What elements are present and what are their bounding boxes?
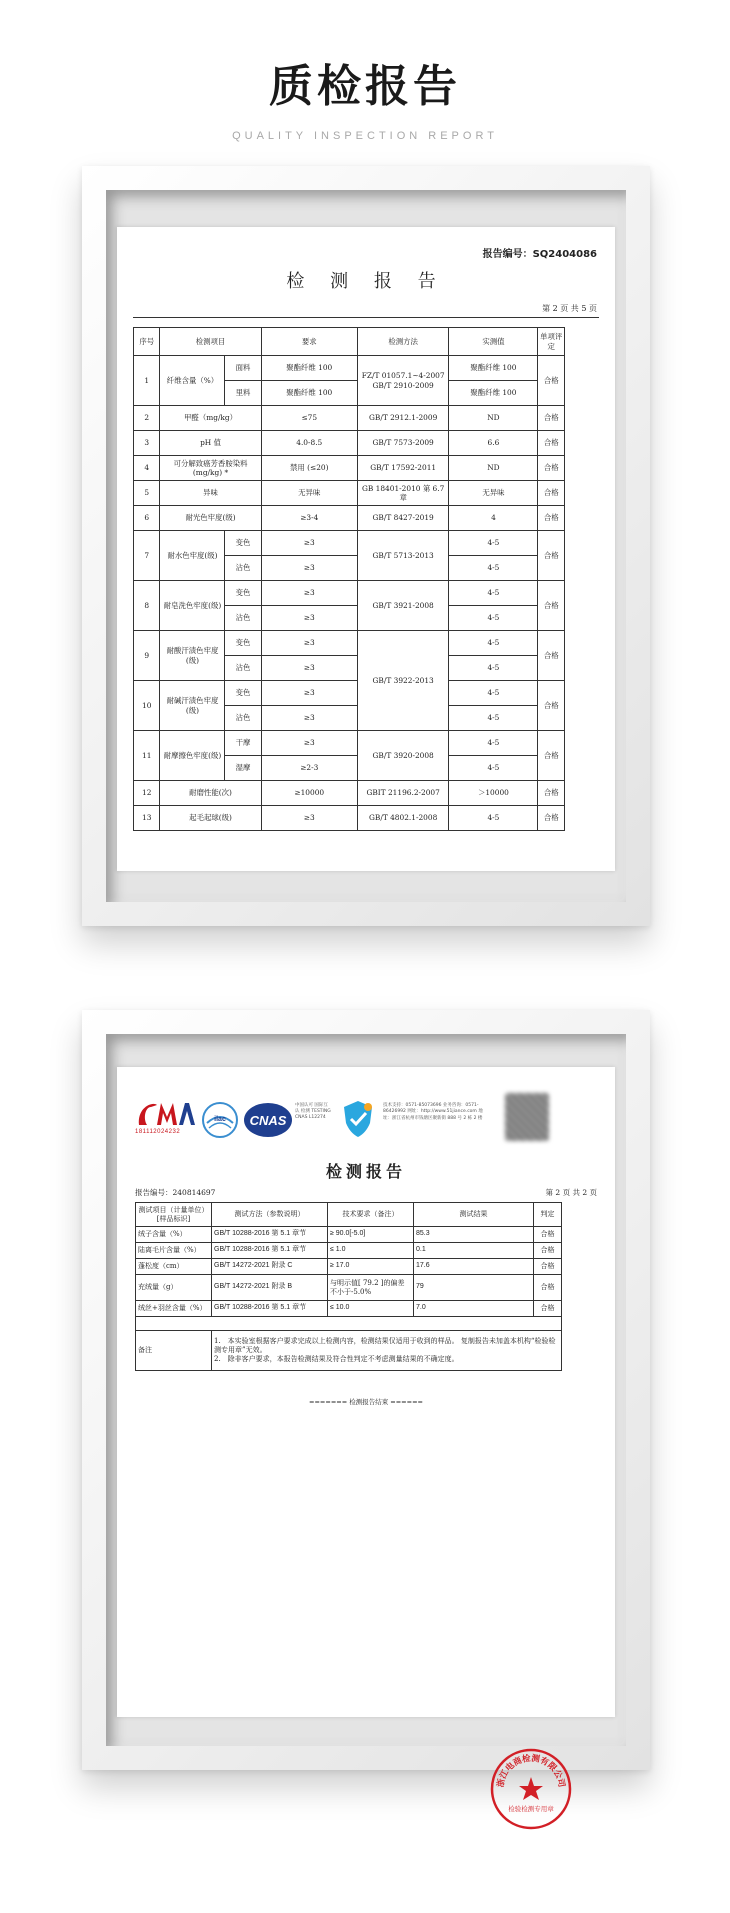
note-line: 2. 除非客户要求，本报告检测结果及符合性判定不考虑测量结果的不确定度。	[214, 1354, 459, 1363]
row-item: 纤维含量（%）	[160, 356, 225, 406]
row-item: 充绒量（g）	[136, 1275, 212, 1301]
report-title: 检 测 报 告	[286, 271, 446, 292]
row-sub: 变色	[225, 631, 261, 656]
svg-text:浙江电商检测有限公司: 浙江电商检测有限公司	[495, 1753, 567, 1789]
row-val: 4-5	[449, 731, 538, 756]
row-method: GB/T 3921-2008	[357, 581, 448, 631]
row-req: 禁用 (≤20)	[261, 456, 357, 481]
row-item: 起毛起球(级)	[160, 806, 261, 831]
row-method: GB/T 4802.1-2008	[357, 806, 448, 831]
row-method: GB/T 14272-2021 附录 B	[212, 1275, 328, 1301]
row-item: 耐磨性能(次)	[160, 781, 261, 806]
blank-row	[136, 1317, 562, 1331]
row-req: 无异味	[261, 481, 357, 506]
row-sub: 沾色	[225, 556, 261, 581]
row-method: GB/T 5713-2013	[357, 531, 448, 581]
row-sub: 变色	[225, 681, 261, 706]
row-req: ≥3	[261, 681, 357, 706]
row-result: 合格	[538, 481, 565, 506]
row-method: GB/T 10288-2016 第 5.1 章节	[212, 1227, 328, 1243]
row-no: 2	[134, 406, 160, 431]
row-no: 13	[134, 806, 160, 831]
row-req: ≥3	[261, 806, 357, 831]
row-val: 4-5	[449, 631, 538, 656]
row-sub: 湿摩	[225, 756, 261, 781]
row-method: GB/T 10288-2016 第 5.1 章节	[212, 1243, 328, 1259]
row-val: 4-5	[449, 806, 538, 831]
row-method: GB/T 2912.1-2009	[357, 406, 448, 431]
report-sheet-1	[117, 227, 615, 871]
page-indicator: 第 2 页 共 5 页	[542, 304, 597, 313]
row-req: 聚酯纤维 100	[261, 381, 357, 406]
row-result: 合格	[538, 506, 565, 531]
page-title: 质检报告	[269, 61, 461, 112]
row-req: ≥ 90.0[-5.0]	[328, 1227, 414, 1243]
row-val: 4-5	[449, 681, 538, 706]
report-number: 报告编号：240814697	[135, 1188, 216, 1197]
row-val: 聚酯纤维 100	[449, 381, 538, 406]
row-method: GBIT 21196.2-2007	[357, 781, 448, 806]
row-item: 耐皂洗色牢度(级)	[160, 581, 225, 631]
row-val: 7.0	[414, 1301, 534, 1317]
row-no: 4	[134, 456, 160, 481]
row-result: 合格	[538, 406, 565, 431]
row-val: 4-5	[449, 556, 538, 581]
row-req: ≥3	[261, 581, 357, 606]
row-item: 耐摩擦色牢度(级)	[160, 731, 225, 781]
row-val: 6.6	[449, 431, 538, 456]
row-req: ≤75	[261, 406, 357, 431]
col-header: 序号	[134, 328, 160, 356]
row-result: 合格	[538, 531, 565, 581]
row-item: 绒丝+羽丝含量（%）	[136, 1301, 212, 1317]
contact-info: 技术支持：0571-85073696 业务咨询：0571-86426992 网址：http://www.51jiance.com 地址：浙江省杭州市钱塘区聚新街 888 号 2 栋 2 楼	[383, 1103, 483, 1121]
row-result: 合格	[538, 681, 565, 731]
row-req: ≥3	[261, 556, 357, 581]
row-sub: 沾色	[225, 706, 261, 731]
row-method: GB/T 8427-2019	[357, 506, 448, 531]
note-content	[212, 1331, 562, 1371]
row-no: 12	[134, 781, 160, 806]
row-req: ≥3	[261, 731, 357, 756]
row-method: GB/T 17592-2011	[357, 456, 448, 481]
row-method: GB/T 10288-2016 第 5.1 章节	[212, 1301, 328, 1317]
row-sub: 变色	[225, 531, 261, 556]
row-item: 耐水色牢度(级)	[160, 531, 225, 581]
row-val: 79	[414, 1275, 534, 1301]
row-val: 4-5	[449, 706, 538, 731]
row-req: ≥3	[261, 606, 357, 631]
row-val: 4-5	[449, 581, 538, 606]
row-result: 合格	[538, 356, 565, 406]
report-end-marker: ======= 检测报告结束 ======	[309, 1398, 423, 1406]
row-item: 陆离毛片含量（%）	[136, 1243, 212, 1259]
shield-icon	[340, 1099, 376, 1139]
row-val: 85.3	[414, 1227, 534, 1243]
row-val: 4-5	[449, 756, 538, 781]
row-sub: 沾色	[225, 606, 261, 631]
row-result: 合格	[534, 1259, 562, 1275]
row-result: 合格	[534, 1227, 562, 1243]
qr-code-icon	[505, 1093, 549, 1141]
row-sub: 面料	[225, 356, 261, 381]
col-header: 测试方法（参数说明）	[212, 1203, 328, 1227]
row-no: 11	[134, 731, 160, 781]
row-req: ≥10000	[261, 781, 357, 806]
row-req: ≥2-3	[261, 756, 357, 781]
row-no: 1	[134, 356, 160, 406]
picture-frame-2	[82, 1010, 650, 1813]
row-req: ≥3	[261, 531, 357, 556]
row-val: 4	[449, 506, 538, 531]
divider	[133, 317, 599, 318]
row-val: 4-5	[449, 606, 538, 631]
row-method: GB/T 14272-2021 附录 C	[212, 1259, 328, 1275]
svg-text:检验检测专用章: 检验检测专用章	[508, 1805, 554, 1813]
row-result: 合格	[538, 431, 565, 456]
row-sub: 沾色	[225, 656, 261, 681]
row-result: 合格	[534, 1301, 562, 1317]
row-method: GB/T 7573-2009	[357, 431, 448, 456]
row-no: 6	[134, 506, 160, 531]
official-seal-stamp	[489, 1747, 573, 1831]
row-req: ≤ 1.0	[328, 1243, 414, 1259]
row-no: 9	[134, 631, 160, 681]
report-title: 检测报告	[325, 1162, 406, 1181]
row-item: 蓬松度（cm）	[136, 1259, 212, 1275]
row-item: 异味	[160, 481, 261, 506]
col-header: 技术要求（备注）	[328, 1203, 414, 1227]
row-req: 聚酯纤维 100	[261, 356, 357, 381]
svg-text:CNAS: CNAS	[249, 1113, 287, 1128]
row-item: 耐碱汗渍色牢度(级)	[160, 681, 225, 731]
certification-logos	[135, 1097, 555, 1141]
row-item: 甲醛（mg/kg）	[160, 406, 261, 431]
row-req: 与明示值[ 79.2 ]的偏差不小于-5.0%	[328, 1275, 414, 1301]
row-sub: 变色	[225, 581, 261, 606]
test-results-table	[133, 327, 565, 831]
row-item: pH 值	[160, 431, 261, 456]
row-val: ND	[449, 456, 538, 481]
row-item: 耐酸汗渍色牢度(级)	[160, 631, 225, 681]
row-val: ＞10000	[449, 781, 538, 806]
report-sheet-2	[117, 1067, 615, 1813]
row-req: ≥3	[261, 656, 357, 681]
row-no: 3	[134, 431, 160, 456]
row-val: ND	[449, 406, 538, 431]
cnas-logo	[243, 1101, 293, 1139]
col-header: 检测项目	[160, 328, 261, 356]
row-result: 合格	[538, 581, 565, 631]
row-result: 合格	[538, 806, 565, 831]
row-result: 合格	[534, 1243, 562, 1259]
picture-frame-1	[82, 166, 650, 926]
row-req: ≥3	[261, 706, 357, 731]
row-result: 合格	[534, 1275, 562, 1301]
col-header: 检测方法	[357, 328, 448, 356]
page-header	[0, 50, 730, 142]
row-val: 0.1	[414, 1243, 534, 1259]
col-header: 判定	[534, 1203, 562, 1227]
cnas-accreditation-text: 中国认可 国际互认 检测 TESTING CNAS L12274	[295, 1103, 331, 1120]
row-result: 合格	[538, 781, 565, 806]
test-results-table	[135, 1202, 562, 1371]
row-val: 4-5	[449, 531, 538, 556]
col-header: 要求	[261, 328, 357, 356]
row-method: GB/T 3920-2008	[357, 731, 448, 781]
row-method: GB 18401-2010 第 6.7 章	[357, 481, 448, 506]
row-no: 5	[134, 481, 160, 506]
row-sub: 里料	[225, 381, 261, 406]
row-result: 合格	[538, 631, 565, 681]
row-req: ≥3-4	[261, 506, 357, 531]
row-item: 可分解致癌芳香胺染料 (mg/kg) *	[160, 456, 261, 481]
row-val: 17.6	[414, 1259, 534, 1275]
cma-number: 181112024232	[135, 1129, 181, 1135]
row-item: 耐光色牢度(级)	[160, 506, 261, 531]
row-item: 绒子含量（%）	[136, 1227, 212, 1243]
report-number: 报告编号：SQ2404086	[482, 249, 597, 260]
row-no: 10	[134, 681, 160, 731]
row-req: 4.0-8.5	[261, 431, 357, 456]
row-result: 合格	[538, 731, 565, 781]
col-header: 测试项目（计量单位）[样品标识]	[136, 1203, 212, 1227]
row-method: GB/T 3922-2013	[357, 631, 448, 731]
row-val: 4-5	[449, 656, 538, 681]
row-req: ≥ 17.0	[328, 1259, 414, 1275]
page-indicator: 第 2 页 共 2 页	[545, 1188, 597, 1197]
col-header: 单项评定	[538, 328, 565, 356]
note-line: 1. 本实验室根据客户要求完成以上检测内容，检测结果仅适用于收到的样品。 复制报告未加盖本机构“检验检测专用章”无效。	[214, 1337, 556, 1355]
row-no: 8	[134, 581, 160, 631]
row-req: ≤ 10.0	[328, 1301, 414, 1317]
note-label: 备注	[136, 1331, 212, 1371]
row-result: 合格	[538, 456, 565, 481]
row-sub: 干摩	[225, 731, 261, 756]
page-subtitle: QUALITY INSPECTION REPORT	[232, 130, 498, 142]
row-no: 7	[134, 531, 160, 581]
ilac-mra-logo	[201, 1101, 239, 1139]
svg-text:ilac: ilac	[214, 1116, 226, 1123]
col-header: 实测值	[449, 328, 538, 356]
col-header: 测试结果	[414, 1203, 534, 1227]
row-val: 无异味	[449, 481, 538, 506]
row-val: 聚酯纤维 100	[449, 356, 538, 381]
row-req: ≥3	[261, 631, 357, 656]
row-method: FZ/T 01057.1~4-2007 GB/T 2910-2009	[357, 356, 448, 406]
